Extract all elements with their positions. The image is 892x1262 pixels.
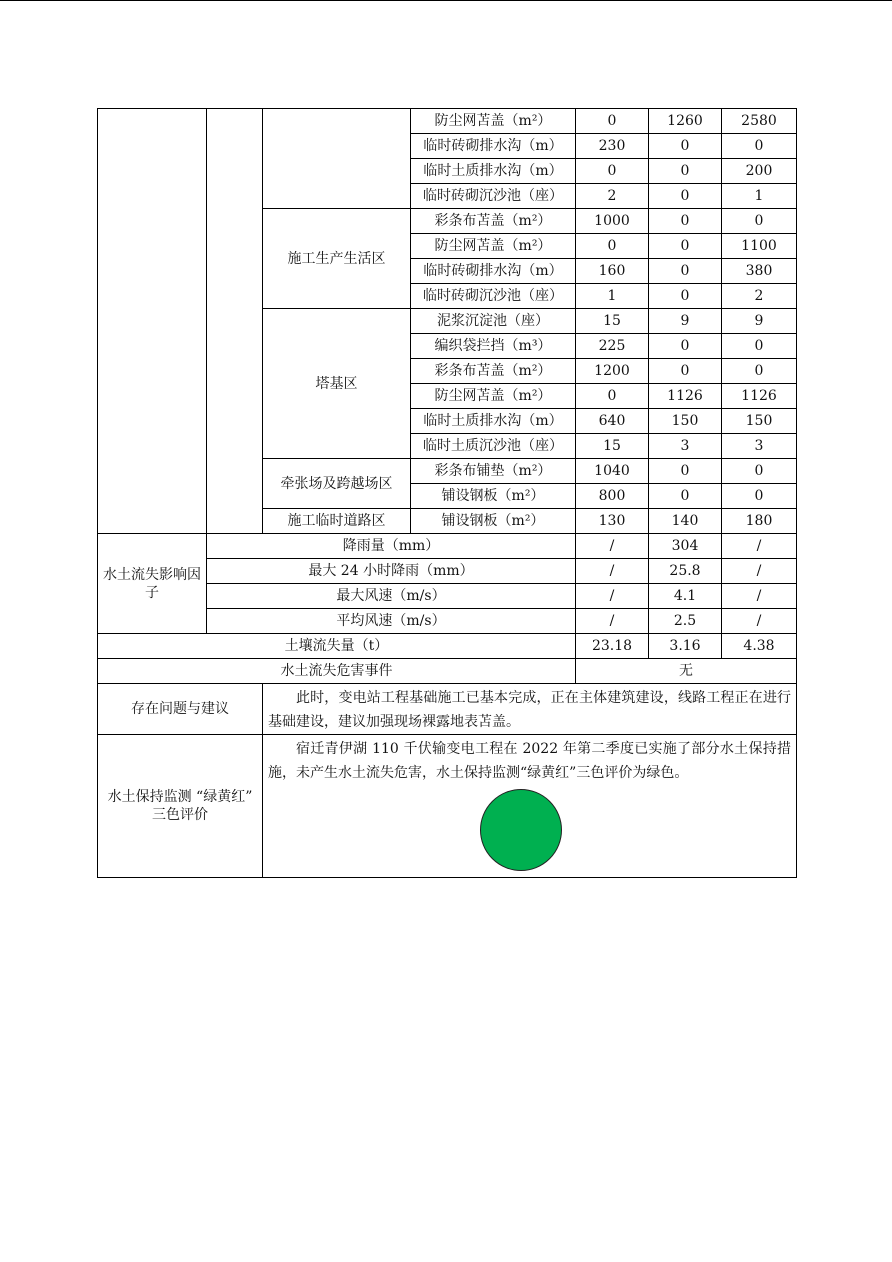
- value-cell: 304: [649, 534, 722, 559]
- issues-cell: [263, 684, 797, 735]
- measure-cell: 泥浆沉淀池（座）: [411, 309, 576, 334]
- value-cell: 0: [649, 184, 722, 209]
- table-row: [98, 735, 797, 878]
- value-cell: 0: [649, 134, 722, 159]
- value-cell: 3.16: [649, 634, 722, 659]
- measure-cell: 防尘网苫盖（m²）: [411, 109, 576, 134]
- value-cell: 0: [722, 209, 797, 234]
- value-cell: 0: [649, 459, 722, 484]
- monitoring-table: [97, 108, 797, 878]
- measure-cell: 铺设钢板（m²）: [411, 484, 576, 509]
- measure-cell: 彩条布苫盖（m²）: [411, 359, 576, 384]
- issues-text: 此时，变电站工程基础施工已基本完成，正在主体建筑建设，线路工程正在进行基础建设，建议加强现场裸露地表苫盖。: [268, 690, 791, 730]
- value-cell: 0: [649, 334, 722, 359]
- value-cell: 15: [576, 309, 649, 334]
- factor-name: 最大风速（m/s）: [207, 584, 576, 609]
- value-cell: 0: [649, 159, 722, 184]
- subsection-cell-continued: [207, 109, 263, 534]
- value-cell: 160: [576, 259, 649, 284]
- value-cell: 2: [722, 284, 797, 309]
- measure-cell: 临时砖砌沉沙池（座）: [411, 284, 576, 309]
- value-cell: 2: [576, 184, 649, 209]
- value-cell: 1: [576, 284, 649, 309]
- zone-cell: 施工生产生活区: [263, 209, 411, 309]
- table-row: [98, 659, 797, 684]
- value-cell: 0: [649, 484, 722, 509]
- value-cell: 380: [722, 259, 797, 284]
- value-cell: 180: [722, 509, 797, 534]
- factor-label: 水土流失影响因子: [98, 534, 207, 634]
- factor-name: 降雨量（mm）: [207, 534, 576, 559]
- value-cell: 150: [722, 409, 797, 434]
- value-cell: 0: [722, 459, 797, 484]
- value-cell: /: [576, 559, 649, 584]
- value-cell: 1200: [576, 359, 649, 384]
- measure-cell: 临时土质排水沟（m）: [411, 159, 576, 184]
- value-cell: 9: [722, 309, 797, 334]
- value-cell: 0: [649, 209, 722, 234]
- value-cell: /: [722, 559, 797, 584]
- value-cell: 1126: [649, 384, 722, 409]
- value-cell: 0: [576, 384, 649, 409]
- value-cell: /: [576, 609, 649, 634]
- value-cell: 0: [649, 259, 722, 284]
- measure-cell: 铺设钢板（m²）: [411, 509, 576, 534]
- value-cell: 4.1: [649, 584, 722, 609]
- factor-name: 平均风速（m/s）: [207, 609, 576, 634]
- value-cell: 0: [649, 359, 722, 384]
- value-cell: 800: [576, 484, 649, 509]
- value-cell: 2.5: [649, 609, 722, 634]
- value-cell: 0: [649, 234, 722, 259]
- factor-name: 最大 24 小时降雨（mm）: [207, 559, 576, 584]
- value-cell: /: [576, 534, 649, 559]
- table-row: [98, 684, 797, 735]
- measure-cell: 临时砖砌排水沟（m）: [411, 134, 576, 159]
- soil-loss-label: 土壤流失量（t）: [98, 634, 576, 659]
- measure-cell: 防尘网苫盖（m²）: [411, 384, 576, 409]
- page-top-rule: [0, 0, 892, 1]
- value-cell: 1100: [722, 234, 797, 259]
- measure-cell: 临时砖砌沉沙池（座）: [411, 184, 576, 209]
- issues-label: 存在问题与建议: [98, 684, 263, 735]
- value-cell: 140: [649, 509, 722, 534]
- measure-cell: 编织袋拦挡（m³）: [411, 334, 576, 359]
- value-cell: 1260: [649, 109, 722, 134]
- zone-cell: 塔基区: [263, 309, 411, 459]
- table-row: [98, 534, 797, 559]
- value-cell: 1126: [722, 384, 797, 409]
- value-cell: 0: [722, 134, 797, 159]
- value-cell: 0: [576, 159, 649, 184]
- value-cell: 15: [576, 434, 649, 459]
- table-row: [98, 109, 797, 134]
- value-cell: 25.8: [649, 559, 722, 584]
- measure-cell: 临时土质沉沙池（座）: [411, 434, 576, 459]
- value-cell: 230: [576, 134, 649, 159]
- measure-cell: 临时土质排水沟（m）: [411, 409, 576, 434]
- value-cell: 9: [649, 309, 722, 334]
- section-cell-continued: [98, 109, 207, 534]
- value-cell: 4.38: [722, 634, 797, 659]
- value-cell: 0: [649, 284, 722, 309]
- measure-cell: 彩条布铺垫（m²）: [411, 459, 576, 484]
- evaluation-cell: [263, 735, 797, 878]
- measure-cell: 防尘网苫盖（m²）: [411, 234, 576, 259]
- value-cell: /: [722, 584, 797, 609]
- value-cell: /: [576, 584, 649, 609]
- value-cell: 200: [722, 159, 797, 184]
- measure-cell: 临时砖砌排水沟（m）: [411, 259, 576, 284]
- table-row: [98, 634, 797, 659]
- value-cell: 1000: [576, 209, 649, 234]
- hazard-value: 无: [576, 659, 797, 684]
- value-cell: 640: [576, 409, 649, 434]
- value-cell: 1: [722, 184, 797, 209]
- zone-cell: 施工临时道路区: [263, 509, 411, 534]
- green-rating-circle: [480, 789, 562, 871]
- value-cell: 3: [722, 434, 797, 459]
- value-cell: 1040: [576, 459, 649, 484]
- value-cell: 0: [576, 109, 649, 134]
- value-cell: 0: [576, 234, 649, 259]
- value-cell: 0: [722, 359, 797, 384]
- evaluation-label: 水土保持监测 “绿黄红” 三色评价: [98, 735, 263, 878]
- rating-indicator: [268, 785, 791, 877]
- evaluation-text: 宿迁青伊湖 110 千伏输变电工程在 2022 年第二季度已实施了部分水土保持措施，未产生水土流失危害，水土保持监测“绿黄红”三色评价为绿色。: [268, 741, 791, 781]
- value-cell: 225: [576, 334, 649, 359]
- value-cell: 3: [649, 434, 722, 459]
- value-cell: 150: [649, 409, 722, 434]
- value-cell: 130: [576, 509, 649, 534]
- measure-cell: 彩条布苫盖（m²）: [411, 209, 576, 234]
- value-cell: /: [722, 609, 797, 634]
- value-cell: 23.18: [576, 634, 649, 659]
- zone-cell: 牵张场及跨越场区: [263, 459, 411, 509]
- value-cell: 2580: [722, 109, 797, 134]
- zone-cell-continued: [263, 109, 411, 209]
- value-cell: 0: [722, 484, 797, 509]
- hazard-label: 水土流失危害事件: [98, 659, 576, 684]
- value-cell: 0: [722, 334, 797, 359]
- value-cell: /: [722, 534, 797, 559]
